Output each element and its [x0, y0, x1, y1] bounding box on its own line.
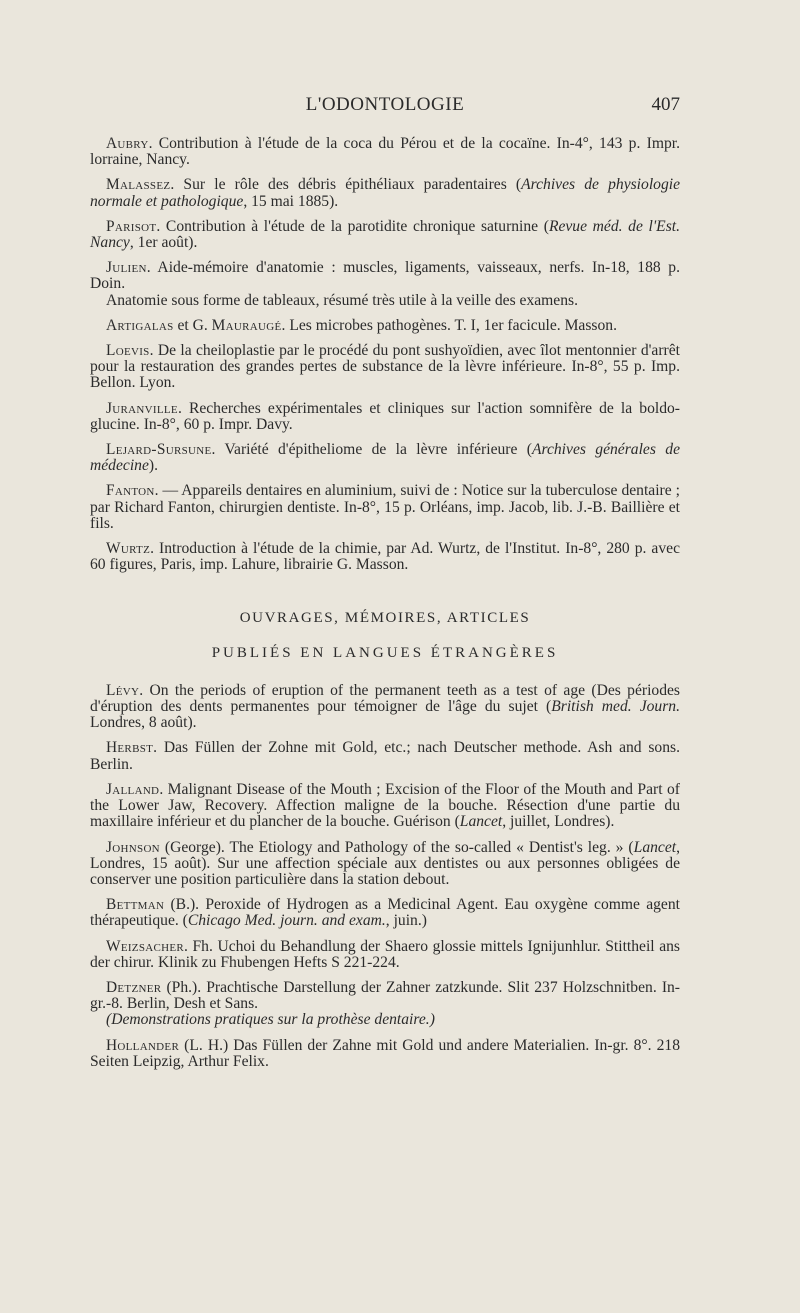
entry-text: [90, 897, 680, 929]
entry-author: Wurtz: [106, 540, 151, 558]
entry-text: [90, 318, 680, 334]
entry-author: Jalland: [106, 780, 160, 798]
entry-text: [90, 483, 680, 532]
entry-author: Loevis: [106, 342, 150, 360]
bibliography-entry: [90, 343, 680, 392]
entry-author: Aubry: [106, 135, 149, 152]
entry-text: [90, 219, 680, 251]
entry-journal: Lancet: [459, 813, 503, 831]
entry-author: Lévy: [106, 681, 140, 699]
entry-body: . Recherches expérimentales et cliniques sur l'action somnifère de la boldo-glucine. In-8°, 60 p. Impr. Davy.: [90, 399, 680, 433]
entry-body: . Contribution à l'étude de la coca du Pérou et de la cocaïne. In-4°, 143 p. Impr. lorraine, Nancy.: [90, 135, 680, 169]
page-body: [90, 136, 680, 1079]
entry-body: . Introduction à l'étude de la chimie, par Ad. Wurtz, de l'Institut. In-8°, 280 p. avec 60 figures, Paris, imp. Lahure, librairie G. Masson.: [90, 540, 680, 574]
entry-body: . Das Füllen der Zohne mit Gold, etc.; nach Deutscher methode. Ash and sons. Berlin.: [90, 739, 680, 773]
entry-tail: , juin.): [385, 912, 427, 930]
entry-author: Julien: [106, 259, 147, 277]
entry-body: . Aide-mémoire d'anatomie : muscles, ligaments, vaisseaux, nerfs. In-18, 188 p. Doin.: [90, 259, 680, 293]
entry-body: (Ph.). Prachtische Darstellung der Zahner zatzkunde. Slit 237 Holzschnitben. In-gr.-8. Berlin, Desh et Sans.: [90, 978, 680, 1013]
running-header: [90, 94, 680, 120]
entry-body: . De la cheiloplastie par le procédé du pont sushyoïdien, avec îlot mentonnier d'arrêt pour la restauration des grandes pertes de substance de la lèvre inférieure. In-8°, 55 p. Imp. Bellon. Lyon.: [90, 342, 680, 392]
bibliography-entry: [90, 740, 680, 772]
entry-body: . Les microbes pathogènes. T. I, 1er facicule. Masson.: [281, 316, 617, 334]
entry-text: [90, 840, 680, 889]
running-title: L'ODONTOLOGIE: [305, 94, 465, 115]
entry-text: [90, 401, 680, 433]
entry-author: Fanton: [106, 482, 155, 500]
entry-text: [90, 980, 680, 1012]
entry-text: [90, 541, 680, 573]
entry-note: Anatomie sous forme de tableaux, résumé très utile à la veille des examens.: [106, 291, 578, 309]
page-number: 407: [651, 94, 680, 115]
entry-translation: (Demonstrations pratiques sur la prothèse dentaire.): [106, 1011, 435, 1029]
entry-journal: Archives générales de médecine: [90, 441, 680, 475]
entry-text: [90, 260, 680, 292]
entry-tail: ).: [148, 457, 158, 475]
bibliography-entry: [90, 401, 680, 433]
entry-text: [90, 683, 680, 732]
entry-author: Weizsacher: [106, 937, 185, 955]
entry-journal: Chicago Med. journ. and exam.: [187, 912, 386, 930]
entry-text: [90, 442, 680, 474]
entry-body: . Malignant Disease of the Mouth ; Excision of the Floor of the Mouth and Part of the Lower Jaw, Recovery. Affection maligne de la bouche. Résection d'une partie du maxillaire inférieur et du plancher de la bouche. Guérison (: [90, 780, 680, 831]
entry-author: Detzner: [106, 978, 162, 996]
entry-tail: , juillet, Londres).: [502, 813, 615, 831]
entry-body: . Fh. Uchoi du Behandlung der Shaero glossie mittels Ignijunhlur. Stittheil ans der chirur. Klinik zu Fhubengen Hefts S 221-224.: [90, 937, 680, 971]
entry-tail: Londres, 8 août).: [90, 714, 197, 732]
entry-body: . Sur le rôle des débris épithéliaux paradentaires (: [170, 176, 522, 194]
entry-author: Parisot: [106, 217, 157, 235]
bibliography-entry: [90, 483, 680, 532]
bibliography-entry: [90, 1038, 680, 1070]
entry-text: [90, 343, 680, 392]
french-bibliography: [90, 136, 680, 573]
entry-body: . Contribution à l'étude de la parotidite chronique saturnine (: [156, 217, 549, 235]
bibliography-entry: [90, 442, 680, 474]
entry-author: Hollander: [106, 1036, 180, 1054]
entry-text: [90, 782, 680, 831]
entry-text: [90, 177, 680, 209]
bibliography-entry: [90, 782, 680, 831]
entry-text: [90, 740, 680, 772]
entry-text: [90, 136, 680, 168]
entry-tail: , 1er août).: [129, 234, 198, 252]
bibliography-entry: [90, 939, 680, 971]
bibliography-entry: [90, 260, 680, 309]
entry-body: (L. H.) Das Füllen der Zahne mit Gold und andere Materialien. In-gr. 8°. 218 Seiten Leipzig, Arthur Felix.: [90, 1036, 680, 1070]
entry-conjunction: et G.: [173, 316, 212, 334]
bibliography-entry: [90, 136, 680, 168]
bibliography-entry: [90, 177, 680, 209]
entry-author: Juranville: [106, 399, 178, 417]
bibliography-entry: [90, 897, 680, 929]
bibliography-entry: [90, 980, 680, 1029]
entry-author: Artigalas: [106, 316, 174, 334]
entry-author: Herbst: [106, 739, 154, 757]
entry-body: (George). The Etiology and Pathology of the so-called « Dentist's leg. » (: [159, 838, 634, 856]
bibliography-entry: [90, 318, 680, 334]
foreign-bibliography: [90, 683, 680, 1070]
bibliography-entry: [90, 541, 680, 573]
entry-journal: Archives de physiologie normale et pathologique: [90, 176, 680, 210]
bibliography-entry: [90, 683, 680, 732]
entry-journal: British med. Journ.: [551, 698, 680, 716]
bibliography-entry: [90, 840, 680, 889]
entry-tail: , 15 mai 1885).: [243, 192, 339, 210]
entry-author: Lejard-Sursune: [106, 441, 212, 459]
entry-author: Johnson: [106, 838, 160, 856]
entry-tail: , Londres, 15 août). Sur une affection spéciale aux dentistes ou aux personnes obligées de conserver une position particulière dans la station debout.: [90, 838, 680, 888]
entry-journal: Revue méd. de l'Est. Nancy: [90, 217, 681, 252]
section-heading-line2: PUBLIÉS EN LANGUES ÉTRANGÈRES: [211, 644, 559, 661]
section-heading-line1: OUVRAGES, MÉMOIRES, ARTICLES: [239, 610, 531, 627]
entry-author: Malassez: [106, 176, 171, 194]
entry-body: . Variété d'épitheliome de la lèvre inférieure (: [211, 441, 532, 459]
entry-body: . On the periods of eruption of the permanent teeth as a test of age (Des périodes d'éruption des dents permanentes pour témoigner de l'âge du sujet (: [90, 681, 680, 716]
entry-author: Mauraugé: [211, 316, 282, 334]
entry-text: [90, 939, 680, 971]
entry-body: (B.). Peroxide of Hydrogen as a Medicinal Agent. Eau oxygène comme agent thérapeutique. (: [90, 896, 680, 930]
entry-body: . — Appareils dentaires en aluminium, suivi de : Notice sur la tuberculose dentaire ; par Richard Fanton, chirurgien dentiste. In-8°, 15 p. Orléans, imp. Jacob, lib. J.-B. Baillière et fils.: [90, 482, 680, 532]
entry-author: Bettman: [106, 896, 165, 914]
entry-journal: Lancet: [633, 838, 677, 856]
bibliography-entry: [90, 219, 680, 251]
entry-text: [90, 1038, 680, 1070]
